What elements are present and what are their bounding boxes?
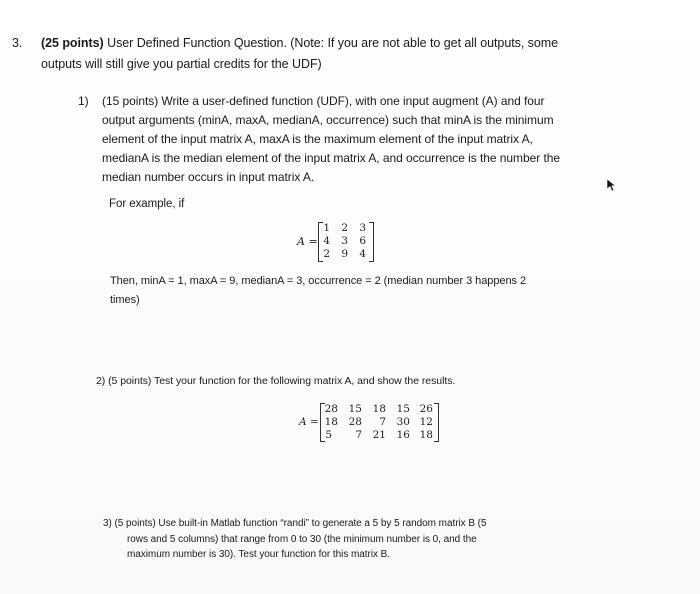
matrix-cell: 9 <box>341 248 348 260</box>
matrix-cell: 18 <box>324 416 338 428</box>
matrix-cell: 15 <box>396 403 410 415</box>
part1-line5: median number occurs in input matrix A. <box>102 170 315 184</box>
question-number: 3. <box>12 36 23 50</box>
matrix-right-bracket <box>434 403 439 442</box>
matrix-cell: 4 <box>359 248 366 260</box>
matrix-cell: 1 <box>323 222 330 234</box>
matrix-cell: 4 <box>323 235 330 247</box>
question-points: (25 points) <box>41 36 104 50</box>
question-title-line2: outputs will still give you partial credits for the UDF) <box>41 57 322 71</box>
part3-line1: 3) (5 points) Use built-in Matlab function “randi” to generate a 5 by 5 random matrix B (5 <box>103 518 487 529</box>
matrix-cell: 7 <box>355 429 362 441</box>
part1-number: 1) <box>78 94 89 108</box>
part3-line3: maximum number is 30). Test your function for this matrix B. <box>127 549 391 560</box>
matrix-cell: 16 <box>396 429 410 441</box>
example-matrix-label: A = <box>297 235 318 248</box>
part1-line2: output arguments (minA, maxA, medianA, occurrence) such that minA is the minimum <box>102 113 554 127</box>
matrix-cell: 7 <box>379 416 386 428</box>
example-result-line2: times) <box>110 294 140 306</box>
matrix-cell: 3 <box>341 235 348 247</box>
part3-line2: rows and 5 columns) that range from 0 to 30 (the minimum number is 0, and the <box>127 534 477 545</box>
matrix-cell: 28 <box>348 416 362 428</box>
matrix-cell: 26 <box>419 403 433 415</box>
matrix-cell: 28 <box>324 403 338 415</box>
matrix-cell: 3 <box>359 222 366 234</box>
example-intro: For example, if <box>109 198 185 210</box>
mouse-pointer-icon <box>606 178 618 197</box>
matrix-cell: 21 <box>372 429 386 441</box>
part1-line1: (15 points) Write a user-defined function (UDF), with one input augment (A) and four <box>102 94 545 108</box>
matrix-cell: 6 <box>359 235 366 247</box>
matrix-cell: 18 <box>372 403 386 415</box>
matrix-cell: 12 <box>419 416 433 428</box>
question-title <box>41 36 558 50</box>
part1-line3: element of the input matrix A, maxA is the maximum element of the input matrix A, <box>102 132 533 146</box>
part2-text: 2) (5 points) Test your function for the following matrix A, and show the results. <box>96 375 456 387</box>
question-title-text: User Defined Function Question. (Note: If you are not able to get all outputs, some <box>107 36 559 50</box>
matrix-cell: 2 <box>323 248 330 260</box>
matrix-right-bracket <box>369 222 374 262</box>
matrix-cell: 30 <box>396 416 410 428</box>
matrix-cell: 18 <box>419 429 433 441</box>
part1-line4: medianA is the median element of the input matrix A, and occurrence is the number the <box>102 151 561 165</box>
test-matrix-label: A = <box>299 416 319 428</box>
matrix-cell: 15 <box>348 403 362 415</box>
matrix-cell: 5 <box>325 429 332 441</box>
example-result-line1: Then, minA = 1, maxA = 9, medianA = 3, occurrence = 2 (median number 3 happens 2 <box>110 275 527 287</box>
matrix-cell: 2 <box>341 222 348 234</box>
